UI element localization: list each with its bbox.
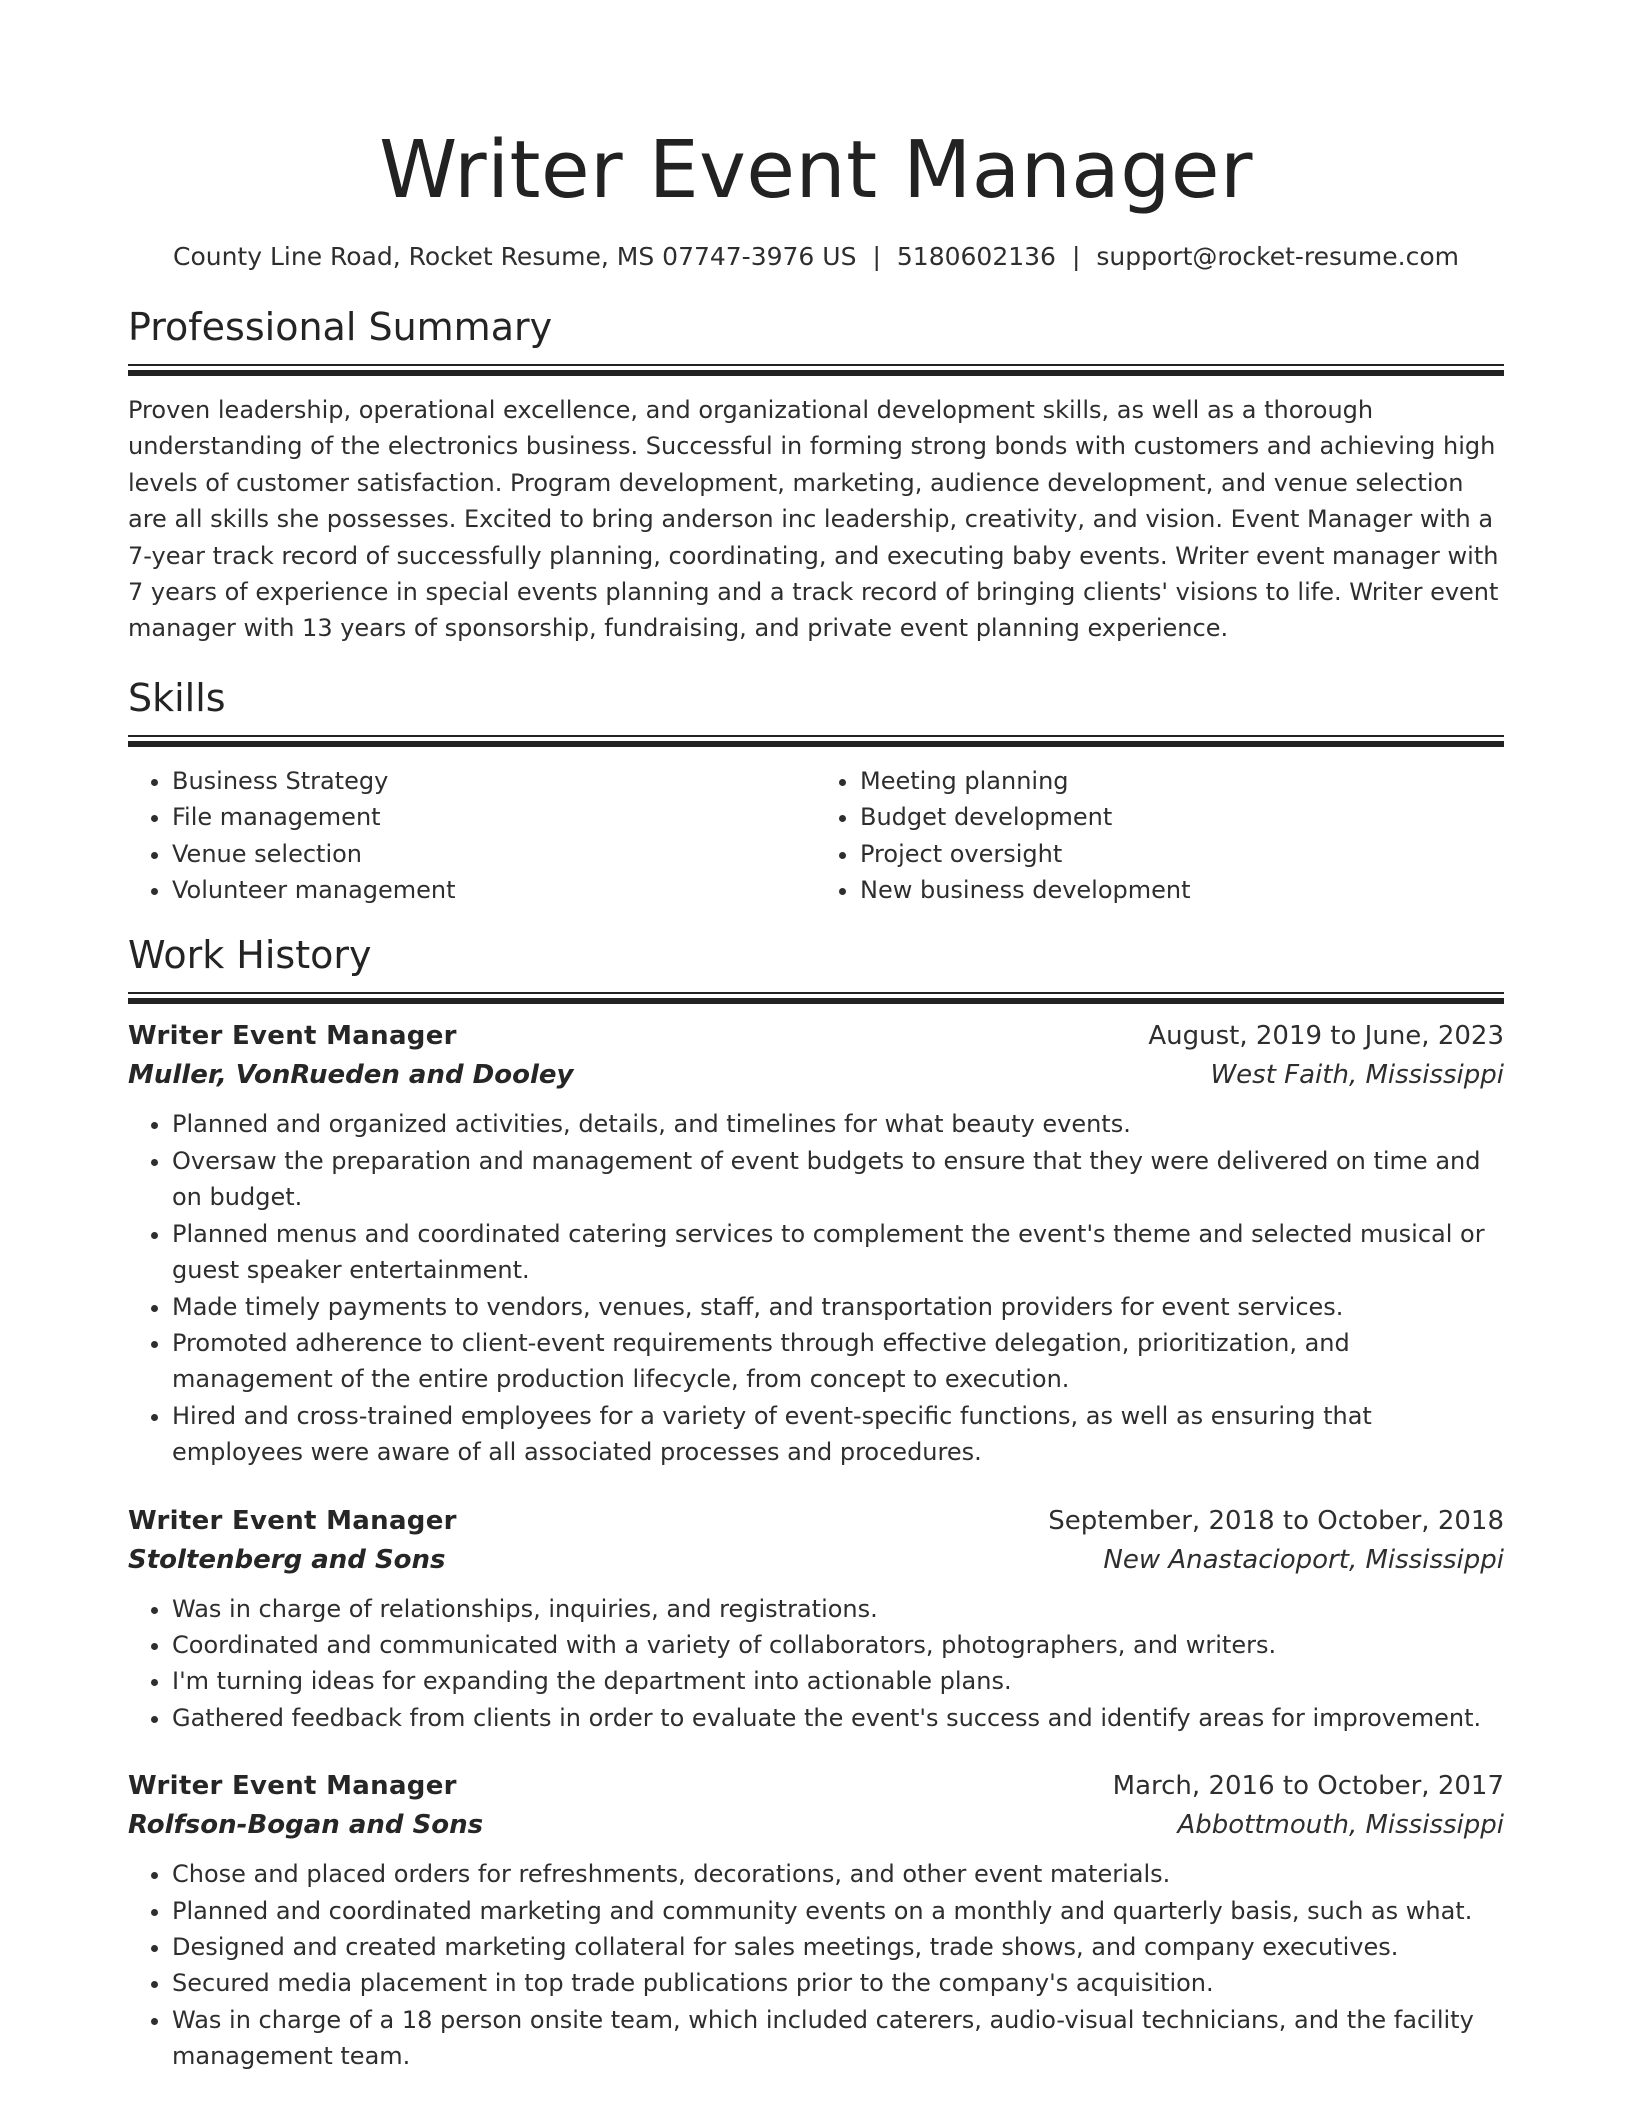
job-bullet: • Oversaw the preparation and management of event budgets to ensure that they were delivered on time and on budget. <box>172 1143 1504 1216</box>
job-header <box>128 1766 1504 1806</box>
job-dates: August, 2019 to June, 2023 <box>1148 1021 1504 1052</box>
job-bullet: • Coordinated and communicated with a variety of collaborators, photographers, and writers. <box>172 1627 1504 1663</box>
job-bullets <box>128 1591 1504 1737</box>
job-dates: September, 2018 to October, 2018 <box>1048 1505 1504 1536</box>
work-history-heading: Work History <box>128 933 372 978</box>
job-subheader <box>128 1056 1504 1094</box>
skill-item: • File management <box>172 799 816 835</box>
job-bullet: • Promoted adherence to client-event requirements through effective delegation, prioritization, and management of the entire production lifecycle, from concept to execution. <box>172 1325 1504 1398</box>
skills-heading: Skills <box>128 675 226 720</box>
contact-separator: | <box>872 242 881 271</box>
job-bullet: • Was in charge of a 18 person onsite team, which included caterers, audio-visual technicians, and the facility management team. <box>172 2002 1504 2075</box>
job-company: Muller, VonRueden and Dooley <box>128 1060 574 1091</box>
skill-item: • Volunteer management <box>172 872 816 908</box>
job-title: Writer Event Manager <box>128 1771 457 1802</box>
skill-item: • Project oversight <box>860 836 1504 872</box>
job-bullet: • Planned and coordinated marketing and community events on a monthly and quarterly basis, such as what. <box>172 1893 1504 1929</box>
job-header <box>128 1501 1504 1541</box>
job-bullet: • Chose and placed orders for refreshments, decorations, and other event materials. <box>172 1856 1504 1892</box>
summary-text: Proven leadership, operational excellence, and organizational development skills, as well as a thorough understanding of the electronics business. Successful in forming strong bonds with customers and achieving high levels of customer satisfaction. Program development, marketing, audience development, and venue selection are all skills she possesses. Excited to bring anderson inc leadership, creativity, and vision. Event Manager with a 7-year track record of successfully planning, coordinating, and executing baby events. Writer event manager with 7 years of experience in special events planning and a track record of bringing clients' visions to life. Writer event manager with 13 years of sponsorship, fundraising, and private event planning experience. <box>128 396 1499 643</box>
job-title: Writer Event Manager <box>128 1505 457 1536</box>
job-location: New Anastacioport, Mississippi <box>1103 1544 1504 1575</box>
contact-address: County Line Road, Rocket Resume, MS 07747-3976 US <box>172 242 857 271</box>
job-dates: March, 2016 to October, 2017 <box>1112 1771 1504 1802</box>
job-company: Rolfson-Bogan and Sons <box>128 1810 484 1841</box>
skill-item: • Venue selection <box>172 836 816 872</box>
job-subheader <box>128 1541 1504 1579</box>
summary-section <box>128 302 1504 647</box>
job-location: West Faith, Mississippi <box>1210 1060 1504 1091</box>
job-bullet: • I'm turning ideas for expanding the department into actionable plans. <box>172 1663 1504 1699</box>
skill-item: • New business development <box>860 872 1504 908</box>
job-company: Stoltenberg and Sons <box>128 1544 446 1575</box>
job-bullet: • Secured media placement in top trade publications prior to the company's acquisition. <box>172 1965 1504 2001</box>
section-divider <box>128 364 1504 374</box>
skills-grid <box>128 763 1504 909</box>
contact-separator: | <box>1071 242 1081 271</box>
candidate-name: Writer Event Manager <box>379 124 1253 216</box>
skill-item: • Budget development <box>860 799 1504 835</box>
job-bullet: • Designed and created marketing collateral for sales meetings, trade shows, and company executives. <box>172 1929 1504 1965</box>
job-entry <box>128 1501 1504 1737</box>
summary-heading: Professional Summary <box>128 305 553 349</box>
contact-line <box>128 240 1504 274</box>
contact-email[interactable]: support@rocket-resume.com <box>1096 242 1459 271</box>
job-title: Writer Event Manager <box>128 1021 457 1052</box>
job-subheader <box>128 1806 1504 1844</box>
job-entry <box>128 1766 1504 2074</box>
skills-section <box>128 673 1504 909</box>
job-bullet: • Made timely payments to vendors, venues, staff, and transportation providers for event services. <box>172 1289 1504 1325</box>
job-bullet: • Was in charge of relationships, inquiries, and registrations. <box>172 1591 1504 1627</box>
job-bullets <box>128 1856 1504 2074</box>
section-divider <box>128 735 1504 745</box>
job-bullet: • Planned and organized activities, details, and timelines for what beauty events. <box>172 1106 1504 1142</box>
work-history-section <box>128 930 1504 2074</box>
contact-phone: 5180602136 <box>896 242 1056 271</box>
skill-item: • Business Strategy <box>172 763 816 799</box>
job-bullets <box>128 1106 1504 1470</box>
skill-item: • Meeting planning <box>860 763 1504 799</box>
job-bullet: • Hired and cross-trained employees for a variety of event-specific functions, as well as ensuring that employees were aware of all associated processes and procedures. <box>172 1398 1504 1471</box>
job-entry <box>128 1016 1504 1470</box>
skills-list-left <box>128 763 816 909</box>
job-location: Abbottmouth, Mississippi <box>1177 1810 1504 1841</box>
skills-list-right <box>816 763 1504 909</box>
job-bullet: • Planned menus and coordinated catering services to complement the event's theme and selected musical or guest speaker entertainment. <box>172 1216 1504 1289</box>
section-divider <box>128 992 1504 1002</box>
job-header <box>128 1016 1504 1056</box>
job-bullet: • Gathered feedback from clients in order to evaluate the event's success and identify areas for improvement. <box>172 1700 1504 1736</box>
